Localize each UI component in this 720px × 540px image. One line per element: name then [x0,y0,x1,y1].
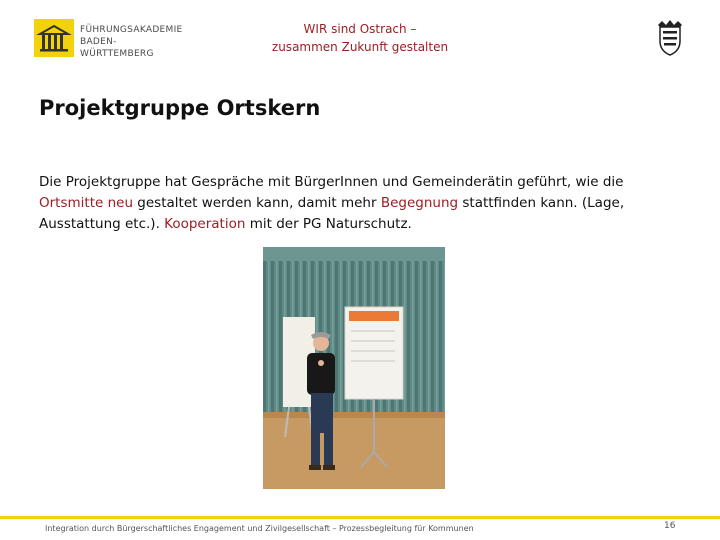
presentation-photo [263,247,445,489]
page-number: 16 [664,521,676,531]
highlight-kooperation: Kooperation [164,216,246,232]
logo-line2: BADEN-WÜRTTEMBERG [80,37,154,59]
header-title-line1: WIR sind Ostrach – [303,22,417,36]
body-text-2: gestaltet werden kann, damit mehr [133,195,381,211]
fuehrungsakademie-logo [34,19,182,59]
logo-text [80,24,183,60]
bw-coat-of-arms-icon [656,19,684,57]
header-title [240,20,480,56]
highlight-ortsmitte: Ortsmitte neu [39,195,134,211]
body-text-1: Die Projektgruppe hat Gespräche mit BürgerInnen und Gemeinderätin geführt, wie die [39,174,624,190]
footer-divider [0,516,720,519]
highlight-begegnung: Begegnung [380,195,459,211]
slide-title: Projektgruppe Ortskern [39,96,321,120]
body-text-3: stattfinden kann. (Lage, Ausstattung etc.). [39,195,625,232]
building-columns-icon [34,19,74,57]
body-paragraph [39,172,689,235]
body-text-4: mit der PG Naturschutz. [245,216,412,232]
footer-text: Integration durch Bürgerschaftliches Engagement und Zivilgesellschaft – Prozessbegleitung für Kommunen [45,524,474,533]
logo-line1: FÜHRUNGSAKADEMIE [80,25,183,35]
header-title-line2: zusammen Zukunft gestalten [271,40,449,54]
